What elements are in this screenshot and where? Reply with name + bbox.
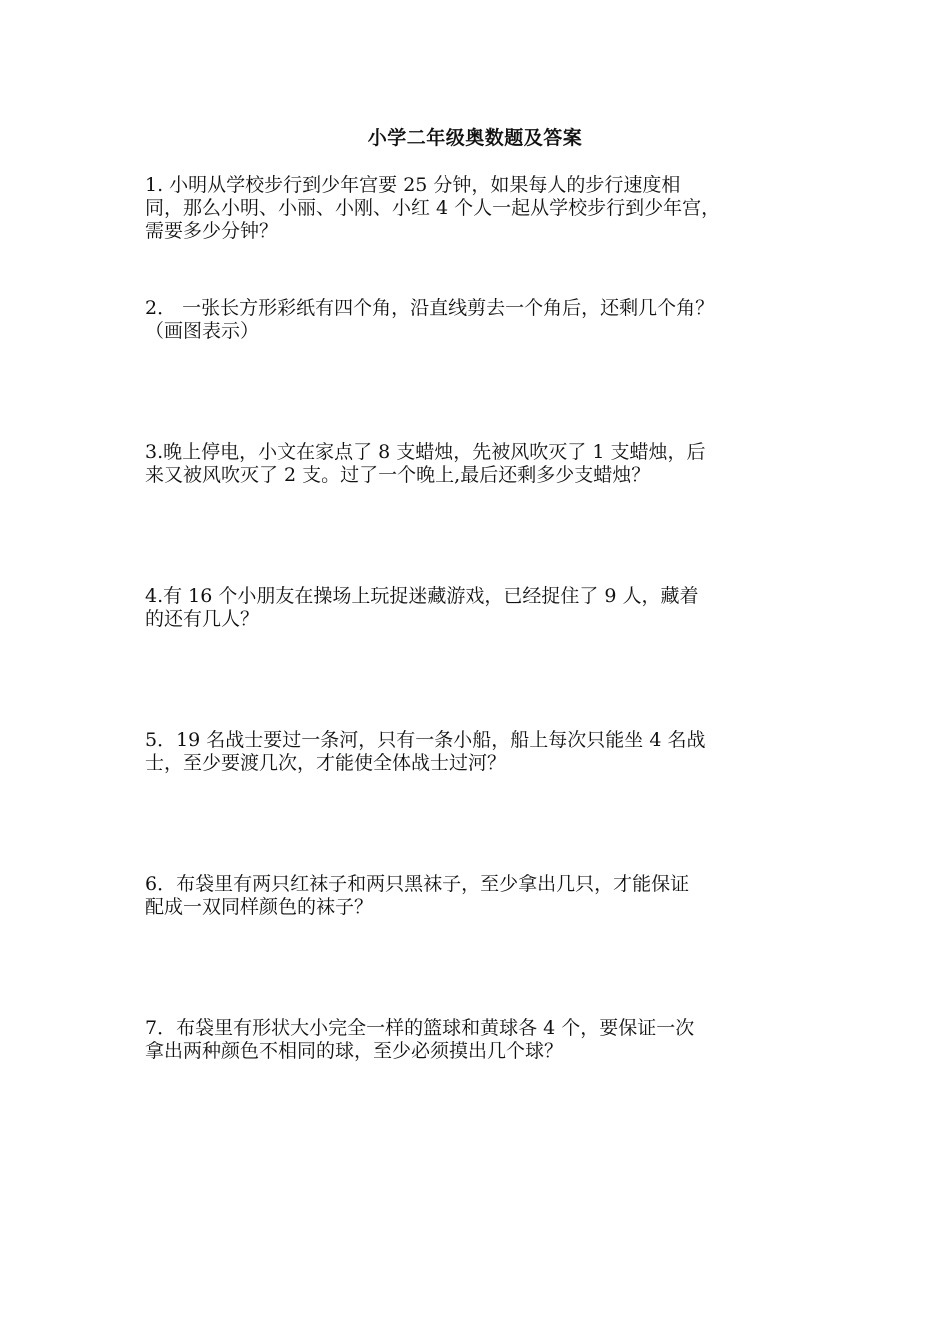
question-1 <box>145 174 805 243</box>
question-6-line-2: 配成一双同样颜色的袜子？ <box>145 896 374 918</box>
question-7-line-2: 拿出两种颜色不相同的球，至少必须摸出几个球？ <box>145 1040 564 1062</box>
question-7-line-1: 7．布袋里有形状大小完全一样的篮球和黄球各 4 个，要保证一次 <box>145 1017 695 1039</box>
question-4-line-2: 的还有几人？ <box>145 608 260 630</box>
question-3-line-2: 来又被风吹灭了 2 支。过了一个晚上,最后还剩多少支蜡烛？ <box>145 464 651 486</box>
question-5-line-2: 士，至少要渡几次，才能使全体战士过河？ <box>145 752 507 774</box>
question-7 <box>145 1017 805 1063</box>
question-4 <box>145 585 805 631</box>
question-2 <box>145 297 805 343</box>
question-6-line-1: 6．布袋里有两只红袜子和两只黑袜子，至少拿出几只，才能保证 <box>145 873 690 895</box>
question-2-line-1: 2． 一张长方形彩纸有四个角，沿直线剪去一个角后，还剩几个角？ <box>145 297 715 319</box>
question-1-line-1: 1. 小明从学校步行到少年宫要 25 分钟，如果每人的步行速度相 <box>145 174 681 196</box>
question-6 <box>145 873 805 919</box>
question-1-line-3: 需要多少分钟？ <box>145 220 279 242</box>
question-5 <box>145 729 805 775</box>
question-3 <box>145 441 805 487</box>
question-3-line-1: 3.晚上停电，小文在家点了 8 支蜡烛，先被风吹灭了 1 支蜡烛，后 <box>145 441 706 463</box>
question-2-line-2: （画图表示） <box>145 320 260 342</box>
question-1-line-2: 同，那么小明、小丽、小刚、小红 4 个人一起从学校步行到少年宫， <box>145 197 721 219</box>
document-title: 小学二年级奥数题及答案 <box>367 127 583 149</box>
question-5-line-1: 5．19 名战士要过一条河，只有一条小船，船上每次只能坐 4 名战 <box>145 729 706 751</box>
question-4-line-1: 4.有 16 个小朋友在操场上玩捉迷藏游戏，已经捉住了 9 人，藏着 <box>145 585 699 607</box>
